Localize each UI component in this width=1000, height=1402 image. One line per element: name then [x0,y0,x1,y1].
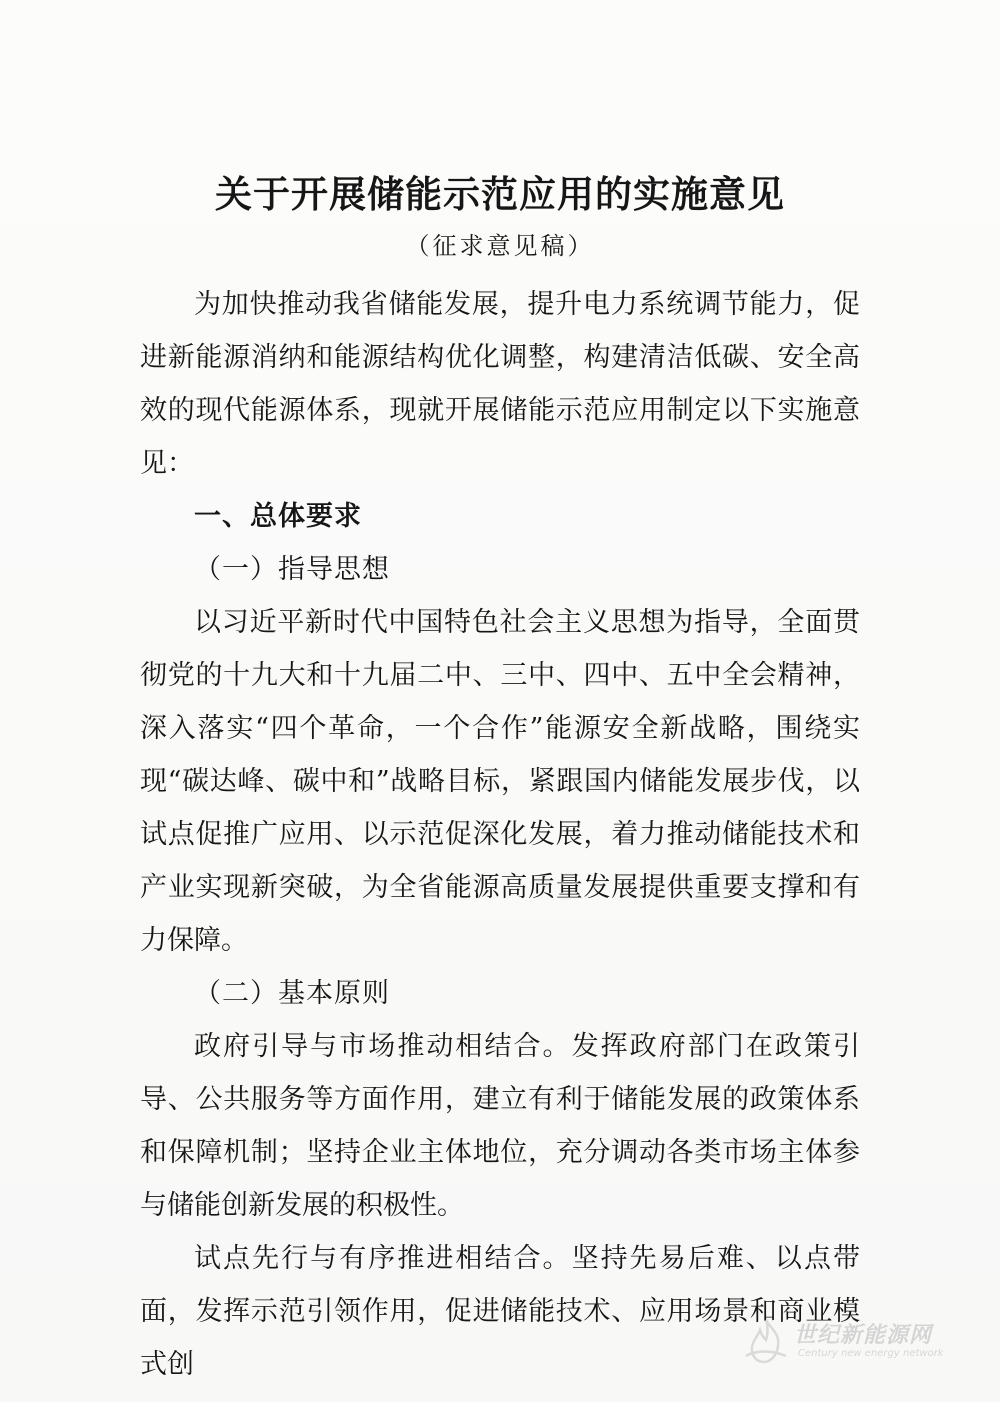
section-heading: 一、总体要求 [194,501,362,532]
document-subtitle: （征求意见稿） [405,232,595,260]
intro-paragraph: 为加快推动我省储能发展，提升电力系统调节能力，促进新能源消纳和能源结构优化调整，构建清洁低碳、安全高效的现代能源体系，现就开展储能示范应用制定以下实施意见： [140,289,860,479]
subsection-heading: （二）基本原则 [194,978,390,1009]
subsection-heading: （一）指导思想 [194,554,390,585]
body-paragraph: 试点先行与有序推进相结合。坚持先易后难、以点带面，发挥示范引领作用，促进储能技术、应用场景和商业模式创 [140,1243,860,1380]
watermark [742,1312,982,1372]
watermark-subtext: Century new energy network [798,1348,944,1359]
flame-logo-icon [742,1316,790,1366]
body-paragraph: 政府引导与市场推动相结合。发挥政府部门在政策引导、公共服务等方面作用，建立有利于储能发展的政策体系和保障机制；坚持企业主体地位，充分调动各类市场主体参与储能创新发展的积极性。 [140,1031,860,1221]
watermark-text: 世纪新能源网 [794,1323,933,1348]
document-body [140,278,860,1391]
document-title: 关于开展储能示范应用的实施意见 [215,173,785,216]
body-paragraph: 以习近平新时代中国特色社会主义思想为指导，全面贯彻党的十九大和十九届二中、三中、四中、五中全会精神，深入落实“四个革命，一个合作”能源安全新战略，围绕实现“碳达峰、碳中和”战略目标，紧跟国内储能发展步伐，以试点促推广应用、以示范促深化发展，着力推动储能技术和产业实现新突破，为全省能源高质量发展提供重要支撑和有力保障。 [140,607,860,956]
